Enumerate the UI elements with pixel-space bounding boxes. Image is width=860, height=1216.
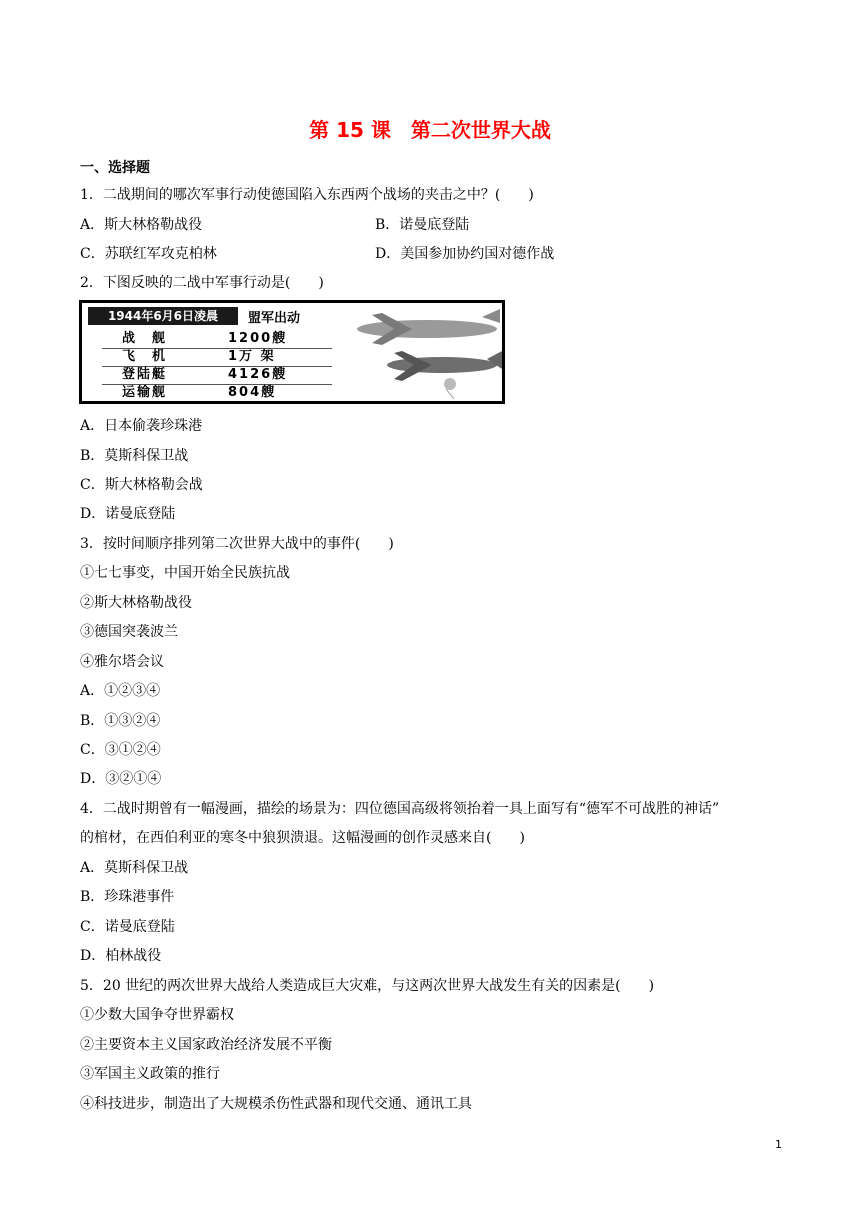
question-5-stem: 5．20 世纪的两次世界大战给人类造成巨大灾难，与这两次世界大战发生有关的因素是( )	[80, 978, 655, 994]
question-5-item: ②主要资本主义国家政治经济发展不平衡	[80, 1037, 332, 1053]
question-3-option-d: D．③②①④	[80, 771, 162, 787]
question-1-option-c: C．苏联红军攻克柏林	[80, 246, 217, 262]
question-3-item: ④雅尔塔会议	[80, 654, 164, 670]
question-3-option-a: A．①②③④	[80, 683, 161, 699]
question-2-option-c: C．斯大林格勒会战	[80, 477, 203, 493]
page-number: 1	[775, 1138, 782, 1151]
question-4-option-d: D．柏林战役	[80, 948, 162, 964]
question-2-stem: 2．下图反映的二战中军事行动是( )	[80, 275, 324, 291]
section-heading: 一、选择题	[80, 160, 150, 176]
question-5-item: ④科技进步，制造出了大规模杀伤性武器和现代交通、通讯工具	[80, 1096, 472, 1112]
question-1-option-b: B．诺曼底登陆	[375, 217, 470, 233]
question-4-option-c: C．诺曼底登陆	[80, 919, 175, 935]
question-2-option-d: D．诺曼底登陆	[80, 506, 176, 522]
normandy-figure	[79, 300, 505, 404]
figure-row-label: 战 舰	[122, 331, 168, 346]
question-5-item: ①少数大国争夺世界霸权	[80, 1007, 234, 1023]
question-3-option-c: C．③①②④	[80, 742, 161, 758]
question-1-stem: 1．二战期间的哪次军事行动使德国陷入东西两个战场的夹击之中？( )	[80, 187, 534, 203]
figure-date-header: 1944年6月6日凌晨	[88, 307, 238, 325]
question-4-option-b: B．珍珠港事件	[80, 889, 175, 905]
question-3-item: ②斯大林格勒战役	[80, 595, 192, 611]
question-4-option-a: A．莫斯科保卫战	[80, 860, 189, 876]
figure-column-header: 盟军出动	[248, 311, 301, 326]
question-4-stem-line-2: 的棺材，在西伯利亚的寒冬中狼狈溃退。这幅漫画的创作灵感来自( )	[80, 830, 525, 846]
question-3-item: ③德国突袭波兰	[80, 624, 178, 640]
question-2-option-a: A．日本偷袭珍珠港	[80, 418, 203, 434]
question-3-item: ①七七事变，中国开始全民族抗战	[80, 565, 290, 581]
question-1-option-a: A．斯大林格勒战役	[80, 217, 203, 233]
figure-row-value: 1万 架	[228, 349, 276, 364]
question-2-option-b: B．莫斯科保卫战	[80, 448, 189, 464]
question-1-option-d: D．美国参加协约国对德作战	[375, 246, 555, 262]
question-3-option-b: B．①③②④	[80, 713, 161, 729]
question-3-stem: 3．按时间顺序排列第二次世界大战中的事件( )	[80, 536, 394, 552]
page-title: 第 15 课 第二次世界大战	[309, 118, 551, 142]
figure-row-value: 804艘	[228, 385, 277, 400]
figure-row-label: 登陆艇	[122, 367, 168, 382]
figure-row-label: 飞 机	[122, 349, 168, 364]
question-4-stem-line-1: 4．二战时期曾有一幅漫画，描绘的场景为：四位德国高级将领抬着一具上面写有“德军不可战胜的神话”	[80, 801, 720, 817]
figure-row-value: 4126艘	[228, 367, 288, 382]
figure-row-value: 1200艘	[228, 331, 288, 346]
figure-row-label: 运输舰	[122, 385, 168, 400]
question-5-item: ③军国主义政策的推行	[80, 1066, 220, 1082]
